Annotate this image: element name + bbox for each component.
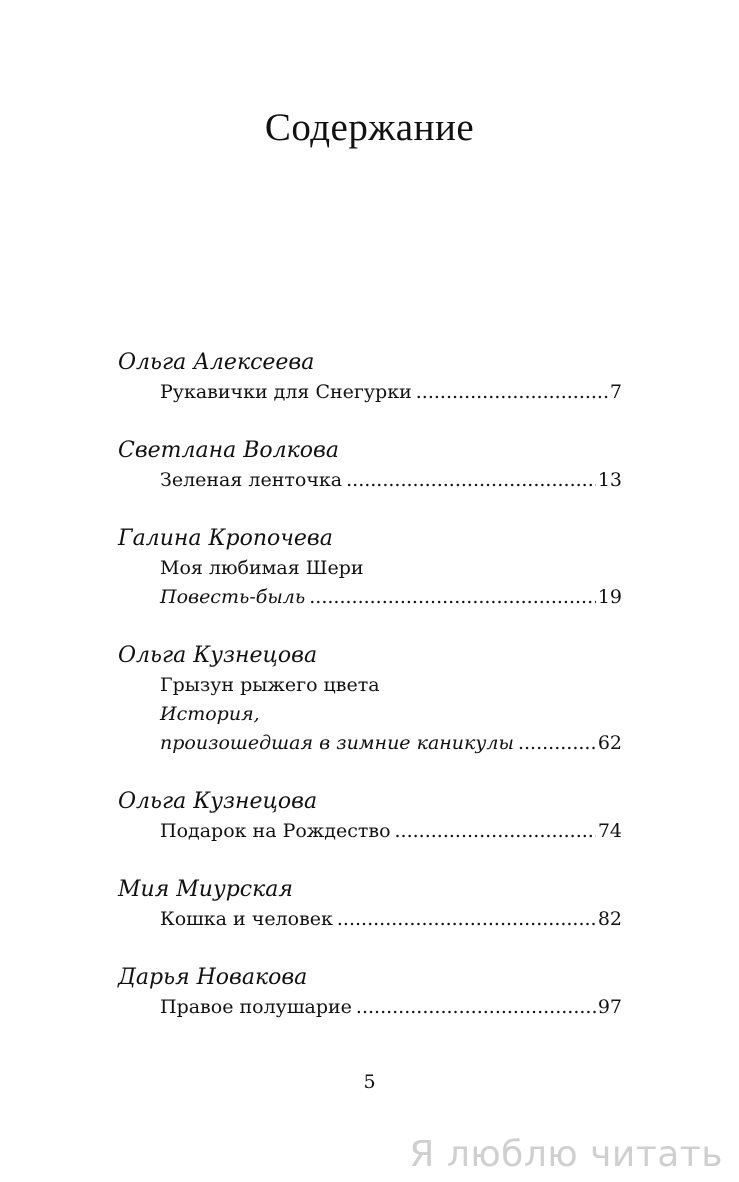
page-number: 5 — [363, 1071, 376, 1093]
toc-entry — [118, 875, 622, 934]
page-ref: 82 — [597, 908, 622, 930]
toc-line — [160, 378, 622, 407]
toc-entry — [118, 524, 622, 612]
author-name: Мия Миурская — [118, 877, 293, 902]
story-subtitle: произошедшая в зимние каникулы — [160, 732, 514, 754]
page-ref: 62 — [597, 732, 622, 754]
dot-leader — [346, 466, 596, 495]
toc-line — [160, 729, 622, 758]
toc-entry — [118, 641, 622, 758]
toc-line — [160, 583, 622, 612]
page-title: Содержание — [264, 106, 475, 149]
dot-leader — [395, 817, 596, 846]
story-title: Зеленая ленточка — [160, 469, 343, 491]
table-of-contents — [118, 348, 622, 1051]
story-subtitle: Повесть-быль — [160, 586, 306, 608]
toc-entry — [118, 963, 622, 1022]
dot-leader — [309, 583, 596, 612]
story-title: Подарок на Рождество — [160, 820, 391, 842]
author-name: Ольга Кузнецова — [118, 789, 318, 814]
story-title: Моя любимая Шери — [160, 557, 364, 579]
page-ref: 97 — [597, 996, 622, 1018]
dot-leader — [518, 729, 596, 758]
author-name: Светлана Волкова — [118, 438, 339, 463]
author-name: Галина Кропочева — [118, 526, 333, 551]
toc-line — [160, 817, 622, 846]
dot-leader — [416, 378, 608, 407]
page-ref: 7 — [609, 381, 622, 403]
story-title: Кошка и человек — [160, 908, 333, 930]
page-ref: 13 — [597, 469, 622, 491]
toc-entry — [118, 348, 622, 407]
toc-line — [160, 993, 622, 1022]
story-title: Рукавички для Снегурки — [160, 381, 412, 403]
story-title: Грызун рыжего цвета — [160, 674, 380, 696]
watermark: Я люблю читать — [409, 1134, 723, 1175]
dot-leader — [337, 905, 596, 934]
toc-line — [160, 466, 622, 495]
story-subtitle: История, — [160, 703, 260, 725]
page-ref: 19 — [597, 586, 622, 608]
toc-entry — [118, 436, 622, 495]
page-ref: 74 — [597, 820, 622, 842]
author-name: Ольга Алексеева — [118, 350, 315, 375]
dot-leader — [356, 993, 596, 1022]
author-name: Дарья Новакова — [118, 965, 308, 990]
toc-entry — [118, 787, 622, 846]
toc-line — [160, 905, 622, 934]
story-title: Правое полушарие — [160, 996, 352, 1018]
author-name: Ольга Кузнецова — [118, 643, 318, 668]
